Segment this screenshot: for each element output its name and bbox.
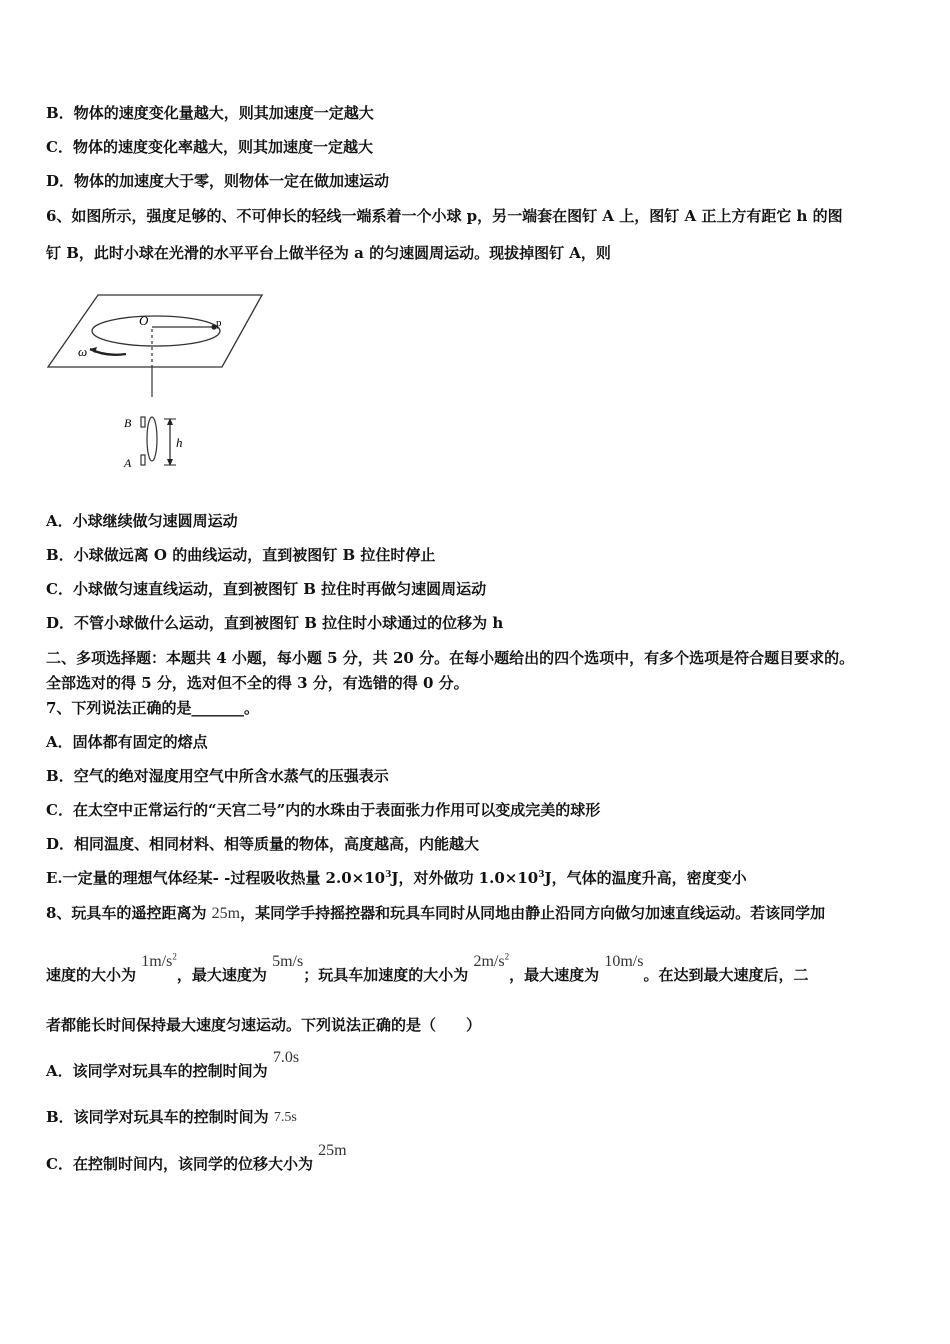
label-b: B <box>124 416 132 430</box>
q8-accel-car: $2m/s^2$ <box>473 951 510 970</box>
q6-option-c: C．小球做匀速直线运动，直到被图钉 B 拉住时再做匀速圆周运动 <box>46 580 487 598</box>
q8-accel-student: $1m/s^2$ <box>141 951 177 970</box>
q5-option-c: C．物体的速度变化率越大，则其加速度一定越大 <box>46 138 373 156</box>
q6-option-a: A．小球继续做匀速圆周运动 <box>46 512 238 530</box>
q8-maxspeed-car: 10m/s <box>604 953 644 970</box>
q8-option-a-value: 7.0s <box>272 1049 300 1066</box>
q8-distance: 25m <box>211 905 241 922</box>
string-loop <box>147 417 157 461</box>
circle-path <box>92 316 220 346</box>
label-h: h <box>176 435 183 450</box>
q7-option-d: D．相同温度、相同材料、相等质量的物体，高度越高，内能越大 <box>46 835 480 853</box>
q6-stem-line1: 6、如图所示，强度足够的、不可伸长的轻线一端系着一个小球 p，另一端套在图钉 A 上，图钉 A 正上方有距它 h 的图 <box>46 207 843 225</box>
pin-a <box>141 455 145 465</box>
q7-option-e: E.一定量的理想气体经某- -过程吸收热量 $2.0\times 10^3J$，对外做功 $1.0\times 10^3J$，气体的温度升高，密度变小 <box>46 869 747 887</box>
q8-stem-line2: 速度的大小为 $1m/s^2$，最大速度为 5m/s；玩具车加速度的大小为 $2m/s^2$，最大速度为 10m/s。在达到最大速度后，二 <box>46 951 809 984</box>
q6-stem-line2: 钉 B，此时小球在光滑的水平平台上做半径为 a 的匀速圆周运动。现拔掉图钉 A，则 <box>46 244 611 262</box>
q5-option-d: D．物体的加速度大于零，则物体一定在做加速运动 <box>46 172 390 190</box>
q8-option-a: A．该同学对玩具车的控制时间为 7.0s <box>46 1049 300 1080</box>
q8-maxspeed-student: 5m/s <box>272 953 304 970</box>
label-o: O <box>139 313 149 328</box>
section2-intro-line1: 二、多项选择题：本题共 4 小题，每小题 5 分，共 20 分。在每小题给出的四个选项中，有多个选项是符合题目要求的。 <box>46 649 855 667</box>
label-omega: ω <box>78 344 88 359</box>
q7-option-c: C．在太空中正常运行的“天宫二号”内的水珠由于表面张力作用可以变成完美的球形 <box>46 801 601 819</box>
q8-option-b-value: 7.5s <box>273 1110 297 1125</box>
label-p: p <box>216 317 222 329</box>
q7-option-a: A．固体都有固定的熔点 <box>46 733 208 751</box>
q8-option-c-value: 25m <box>318 1142 347 1159</box>
pin-b <box>141 417 145 427</box>
q5-option-b: B．物体的速度变化量越大，则其加速度一定越大 <box>46 104 374 122</box>
q7-option-b: B．空气的绝对湿度用空气中所含水蒸气的压强表示 <box>46 767 389 785</box>
q6-option-d: D．不管小球做什么运动，直到被图钉 B 拉住时小球通过的位移为 h <box>46 614 504 632</box>
q7-stem: 7、下列说法正确的是_______。 <box>46 699 259 717</box>
q8-option-b: B．该同学对玩具车的控制时间为 7.5s <box>46 1108 297 1126</box>
q8-stem-line3: 者都能长时间保持最大速度匀速运动。下列说法正确的是（ ） <box>46 1016 482 1034</box>
q8-option-c: C．在控制时间内，该同学的位移大小为 25m <box>46 1142 347 1173</box>
q6-figure <box>40 285 275 475</box>
label-a: A <box>124 456 132 470</box>
q6-option-b: B．小球做远离 O 的曲线运动，直到被图钉 B 拉住时停止 <box>46 546 436 564</box>
section2-intro-line2: 全部选对的得 5 分，选对但不全的得 3 分，有选错的得 0 分。 <box>46 674 469 692</box>
q8-stem-line1: 8、玩具车的遥控距离为 25m，某同学手持摇控器和玩具车同时从同地由静止沿同方向做匀加速直线运动。若该同学加 <box>46 904 826 922</box>
